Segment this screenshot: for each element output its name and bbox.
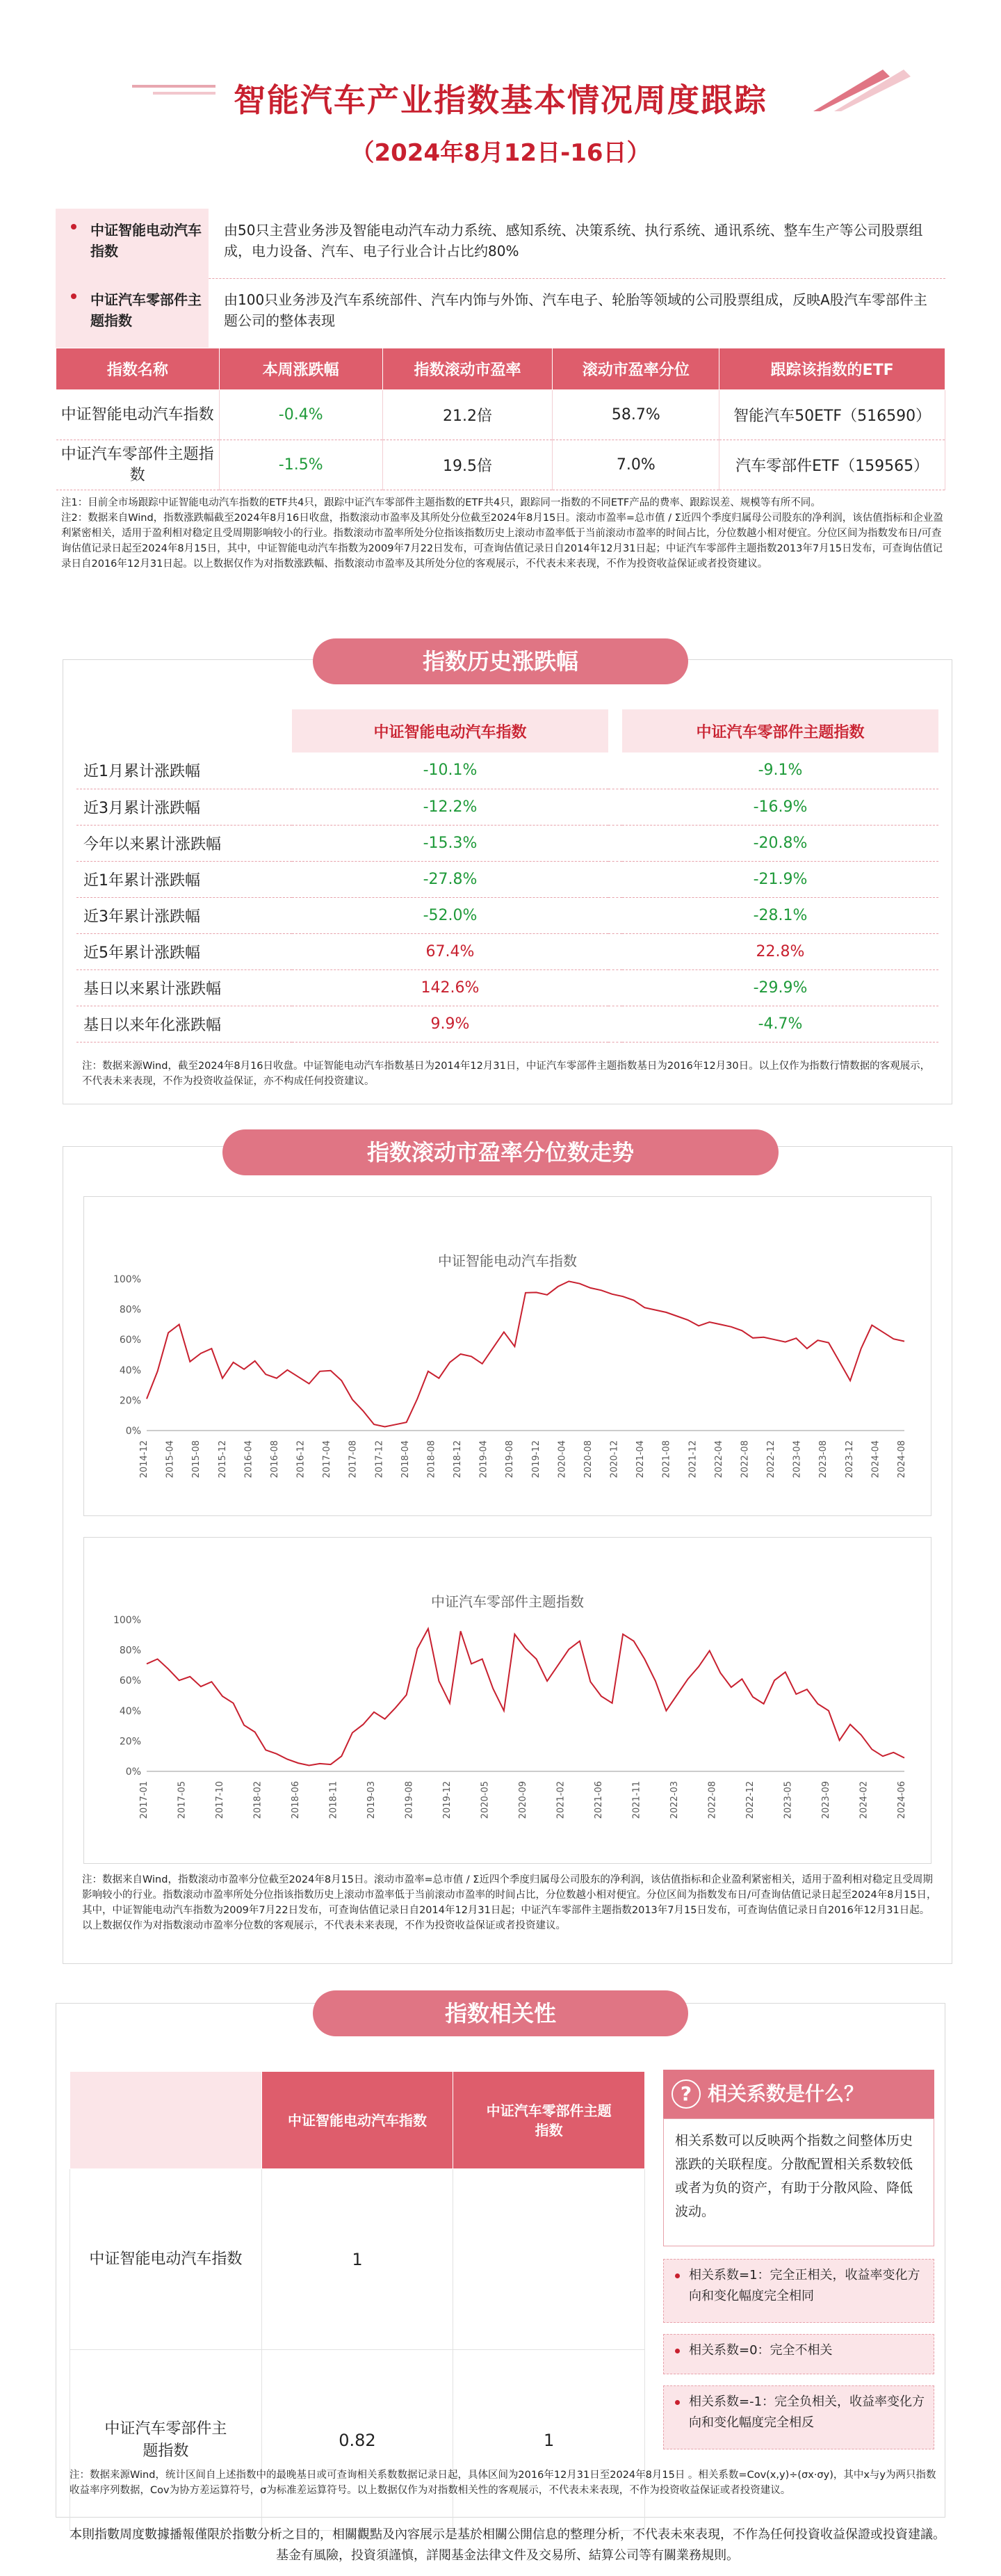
value-cell: 22.8% bbox=[622, 933, 938, 969]
explainer-item bbox=[663, 2334, 934, 2374]
column-header: 指数滚动市盈率 bbox=[382, 348, 553, 390]
x-tick-label: 2024-08 bbox=[897, 1440, 907, 1479]
x-tick-label: 2017-08 bbox=[348, 1440, 359, 1479]
gap bbox=[608, 789, 622, 825]
table-row bbox=[76, 825, 938, 861]
row-label: 近3年累计涨跌幅 bbox=[76, 897, 292, 933]
explainer-title-text: 相关系数是什么？ bbox=[708, 2082, 864, 2105]
y-tick-label: 100% bbox=[113, 1615, 141, 1626]
table-row bbox=[76, 969, 938, 1006]
gap bbox=[608, 897, 622, 933]
x-tick-label: 2017-01 bbox=[139, 1781, 149, 1819]
x-tick-label: 2022-08 bbox=[707, 1781, 718, 1819]
value-cell: -52.0% bbox=[292, 897, 608, 933]
intro-row bbox=[56, 278, 945, 348]
table-header-row bbox=[56, 348, 945, 390]
section-ribbon: 指数相关性 bbox=[313, 1990, 688, 2036]
x-tick-label: 2020-05 bbox=[480, 1781, 491, 1819]
history-note: 注：数据来源Wind，截至2024年8月16日收盘。中证智能电动汽车指数基日为2014年12月31日，中证汽车零部件主题指数基日为2016年12月30日。以上仅作为指数行情数据的客观展示，不代表未来表现，不作为投资收益保证，亦不构成任何投资建议。 bbox=[82, 1061, 931, 1087]
x-tick-label: 2018-04 bbox=[400, 1440, 411, 1479]
y-tick-label: 20% bbox=[119, 1395, 141, 1407]
column-header: 中证智能电动汽车指数 bbox=[292, 709, 608, 752]
value-cell: 142.6% bbox=[292, 969, 608, 1006]
intro-index-name bbox=[56, 278, 209, 348]
y-tick-label: 100% bbox=[113, 1274, 141, 1285]
correlation-note: 注：数据来源Wind，统计区间自上述指数中的最晚基日或可查询相关系数数据记录日起，具体区间为2016年12月31日至2024年8月15日 。相关系数=Cov(x,y)÷(σx·σy)，其中x与y为两只指数收益率序列数据，Cov为协方差运算符号，σ为标准差运算符号。以上数据仅作为对指数相关性的客观展示，不代表未来表现，不作为投资收益保证或者投资建议。 bbox=[70, 2470, 936, 2496]
x-tick-label: 2015-04 bbox=[165, 1440, 176, 1479]
gap bbox=[608, 1006, 622, 1042]
intro-name-text: 中证汽车零部件主题指数 bbox=[90, 291, 202, 329]
index-intro bbox=[56, 209, 945, 348]
empty-header bbox=[76, 709, 292, 752]
column-header: 滚动市盈率分位 bbox=[553, 348, 719, 390]
explainer-item-text: 相关系数=0：完全不相关 bbox=[689, 2343, 833, 2358]
x-tick-label: 2023-12 bbox=[844, 1440, 855, 1479]
x-tick-label: 2020-12 bbox=[609, 1440, 620, 1479]
explainer-item bbox=[663, 2259, 934, 2323]
series-line bbox=[147, 1281, 904, 1426]
y-tick-label: 60% bbox=[119, 1335, 141, 1346]
correlation-value: 1 bbox=[261, 2169, 453, 2350]
y-tick-label: 0% bbox=[125, 1426, 141, 1437]
x-tick-label: 2018-08 bbox=[426, 1440, 437, 1479]
intro-index-desc: 由100只业务涉及汽车系统部件、汽车内饰与外饰、汽车电子、轮胎等领域的公司股票组成，反映A股汽车零部件主题公司的整体表现 bbox=[224, 291, 927, 329]
question-icon: ? bbox=[672, 2079, 701, 2109]
column-header: 本周涨跌幅 bbox=[219, 348, 382, 390]
table-header-row bbox=[70, 2072, 645, 2169]
x-tick-label: 2024-02 bbox=[858, 1781, 870, 1819]
x-tick-label: 2021-04 bbox=[635, 1440, 646, 1479]
y-tick-label: 40% bbox=[119, 1705, 141, 1717]
x-tick-label: 2023-09 bbox=[821, 1781, 831, 1819]
chart-title: 中证智能电动汽车指数 bbox=[438, 1253, 577, 1269]
table-row bbox=[76, 897, 938, 933]
weekly-change-cell: -0.4% bbox=[219, 390, 382, 440]
x-tick-label: 2018-11 bbox=[328, 1781, 339, 1819]
section-ribbon: 指数滚动市盈率分位数走势 bbox=[222, 1129, 779, 1175]
row-label: 基日以来累计涨跌幅 bbox=[76, 969, 292, 1006]
history-table bbox=[76, 709, 938, 1043]
gap bbox=[608, 709, 622, 752]
column-header: 中证智能电动汽车指数 bbox=[261, 2072, 453, 2169]
pe-percentile-cell: 7.0% bbox=[553, 440, 719, 490]
x-tick-label: 2019-12 bbox=[530, 1440, 542, 1479]
y-tick-label: 80% bbox=[119, 1304, 141, 1316]
bullet-icon bbox=[675, 2273, 680, 2278]
row-label: 近1年累计涨跌幅 bbox=[76, 861, 292, 897]
x-tick-label: 2023-08 bbox=[818, 1440, 829, 1479]
x-tick-label: 2022-03 bbox=[669, 1781, 680, 1819]
index-name-cell: 中证智能电动汽车指数 bbox=[56, 390, 220, 440]
intro-index-desc: 由50只主营业务涉及智能电动汽车动力系统、感知系统、决策系统、执行系统、通讯系统、整车生产等公司股票组成，电力设备、汽车、电子行业合计占比约80% bbox=[224, 222, 923, 259]
bullet-icon bbox=[675, 2349, 680, 2353]
correlation-value: 1 bbox=[453, 2350, 645, 2531]
x-tick-label: 2019-08 bbox=[404, 1781, 415, 1819]
page-title: 智能汽车产业指数基本情况周度跟踪 bbox=[234, 81, 767, 119]
intro-name-text: 中证智能电动汽车指数 bbox=[90, 222, 202, 259]
x-tick-label: 2022-12 bbox=[766, 1440, 777, 1479]
y-tick-label: 20% bbox=[119, 1736, 141, 1748]
table-row bbox=[56, 440, 945, 490]
y-tick-label: 40% bbox=[119, 1365, 141, 1376]
gap bbox=[608, 861, 622, 897]
x-tick-label: 2021-11 bbox=[631, 1781, 642, 1819]
y-tick-label: 0% bbox=[125, 1766, 141, 1778]
row-header: 中证汽车零部件主题指数 bbox=[70, 2350, 262, 2531]
pe-chart-2 bbox=[83, 1537, 931, 1864]
x-tick-label: 2014-12 bbox=[139, 1440, 149, 1479]
explainer-item-text: 相关系数=1：完全正相关，收益率变化方向和变化幅度完全相同 bbox=[689, 2268, 920, 2303]
value-cell: -4.7% bbox=[622, 1006, 938, 1042]
x-tick-label: 2020-04 bbox=[557, 1440, 568, 1479]
x-tick-label: 2020-09 bbox=[518, 1781, 528, 1819]
bullet-icon bbox=[71, 224, 76, 230]
x-tick-label: 2018-12 bbox=[453, 1440, 464, 1479]
value-cell: 9.9% bbox=[292, 1006, 608, 1042]
section-ribbon: 指数历史涨跌幅 bbox=[313, 638, 688, 684]
report-header bbox=[0, 0, 1001, 188]
x-tick-label: 2017-12 bbox=[374, 1440, 385, 1479]
x-tick-label: 2017-05 bbox=[177, 1781, 188, 1819]
x-tick-label: 2022-04 bbox=[713, 1440, 724, 1479]
disclaimer-footer: 本則指數周度數據播報僅限於指數分析之目的，相關觀點及內容展示是基於相關公開信息的整理分析，不代表未來表現，不作為任何投資收益保證或投資建議。基金有風險，投資須謹慎，詳閱基金法律文件及交易所、結算公司等有關業務規則。 bbox=[70, 2527, 945, 2563]
value-cell: -16.9% bbox=[622, 789, 938, 825]
explainer-title bbox=[663, 2070, 934, 2118]
index-name-cell: 中证汽车零部件主题指数 bbox=[56, 440, 220, 490]
summary-table bbox=[56, 348, 945, 490]
x-tick-label: 2018-06 bbox=[291, 1781, 301, 1819]
column-header: 中证汽车零部件主题指数 bbox=[453, 2072, 645, 2169]
note-line: 注2：数据来自Wind，指数涨跌幅截至2024年8月16日收盘，指数滚动市盈率及其所处分位截至2024年8月15日。滚动市盈率=总市值 / Σ近四个季度归属母公司股东的净利润，该估值指标和企业盈利紧密相关，适用于盈利相对稳定且受周期影响较小的行业。指数滚动市盈率所处分位指该指数历史上滚动市盈率低于当前滚动市盈率的时间占比，分位数越小相对便宜。分位区间为指数发布日/可查询估值记录日起至2024年8月15日，其中，中证智能电动汽车指数为2009年7月22日发布，可查询估值记录日自2014年12月31日起；中证汽车零部件主题指数2013年7月15日发布，可查询估值记录日自2016年12月31日起。以上数据仅作为对指数涨跌幅、指数滚动市盈率及其所处分位的客观展示，不代表未来表现，不作为投资收益保证或者投资建议。 bbox=[61, 513, 943, 570]
table-row bbox=[76, 861, 938, 897]
table-row bbox=[70, 2169, 645, 2350]
column-header: 中证汽车零部件主题指数 bbox=[622, 709, 938, 752]
x-tick-label: 2022-08 bbox=[740, 1440, 751, 1479]
table-row bbox=[76, 789, 938, 825]
value-cell: -20.8% bbox=[622, 825, 938, 861]
x-tick-label: 2022-12 bbox=[745, 1781, 756, 1819]
table-header-row bbox=[76, 709, 938, 752]
table-row bbox=[76, 933, 938, 969]
x-tick-label: 2019-08 bbox=[505, 1440, 516, 1479]
table-row bbox=[70, 2350, 645, 2531]
correlation-explainer bbox=[663, 2070, 934, 2451]
explainer-body: 相关系数可以反映两个指数之间整体历史涨跌的关联程度。分散配置相关系数较低或者为负的资产，有助于分散风险、降低波动。 bbox=[663, 2118, 934, 2246]
x-tick-label: 2023-05 bbox=[783, 1781, 794, 1819]
value-cell: -28.1% bbox=[622, 897, 938, 933]
pe-note: 注：数据来自Wind，指数滚动市盈率分位截至2024年8月15日。滚动市盈率=总市值 / Σ近四个季度归属母公司股东的净利润，该估值指标和企业盈利紧密相关，适用于盈利相对稳定且受周期影响较小的行业。指数滚动市盈率所处分位指该指数历史上滚动市盈率低于当前滚动市盈率的时间占比，分位数越小相对便宜。分位区间为指数发布日/可查询估值记录日起至2024年8月15日，其中，中证智能电动汽车指数为2009年7月22日发布，可查询估值记录日自2014年12月31日起；中证汽车零部件主题指数2013年7月15日发布，可查询估值记录日自2016年12月31日起。以上数据仅作为对指数滚动市盈率分位数的客观展示，不代表未来表现，不作为投资收益保证或者投资建议。 bbox=[82, 1874, 937, 1931]
explainer-item bbox=[663, 2385, 934, 2449]
pe-cell: 19.5倍 bbox=[382, 440, 553, 490]
pe-percentile-cell: 58.7% bbox=[553, 390, 719, 440]
explainer-item-text: 相关系数=-1：完全负相关，收益率变化方向和变化幅度完全相反 bbox=[689, 2394, 925, 2430]
x-tick-label: 2016-08 bbox=[269, 1440, 280, 1479]
correlation-value bbox=[453, 2169, 645, 2350]
pe-chart-1-svg bbox=[84, 1197, 932, 1517]
x-tick-label: 2021-02 bbox=[555, 1781, 567, 1819]
x-tick-label: 2019-04 bbox=[478, 1440, 489, 1479]
value-cell: -12.2% bbox=[292, 789, 608, 825]
x-tick-label: 2015-08 bbox=[191, 1440, 202, 1479]
gap bbox=[608, 752, 622, 789]
row-label: 近1月累计涨跌幅 bbox=[76, 752, 292, 789]
y-tick-label: 60% bbox=[119, 1675, 141, 1687]
correlation-value: 0.82 bbox=[261, 2350, 453, 2531]
note-line: 注1：目前全市场跟踪中证智能电动汽车指数的ETF共4只，跟踪中证汽车零部件主题指数的ETF共4只，跟踪同一指数的不同ETF产品的费率、跟踪误差、规模等有所不同。 bbox=[61, 497, 821, 508]
empty-header bbox=[70, 2072, 262, 2169]
column-header: 跟踪该指数的ETF bbox=[719, 348, 945, 390]
gap bbox=[608, 825, 622, 861]
row-label: 近5年累计涨跌幅 bbox=[76, 933, 292, 969]
gap bbox=[608, 969, 622, 1006]
row-label: 基日以来年化涨跌幅 bbox=[76, 1006, 292, 1042]
page-subtitle: （2024年8月12日-16日） bbox=[350, 139, 651, 167]
notes-block bbox=[61, 495, 944, 572]
x-tick-label: 2016-12 bbox=[295, 1440, 307, 1479]
x-tick-label: 2024-04 bbox=[870, 1440, 881, 1479]
value-cell: -21.9% bbox=[622, 861, 938, 897]
etf-cell: 汽车零部件ETF（159565） bbox=[719, 440, 945, 490]
intro-index-name bbox=[56, 209, 209, 278]
pe-cell: 21.2倍 bbox=[382, 390, 553, 440]
row-label: 近3月累计涨跌幅 bbox=[76, 789, 292, 825]
value-cell: -9.1% bbox=[622, 752, 938, 789]
x-tick-label: 2023-04 bbox=[792, 1440, 803, 1479]
x-tick-label: 2019-03 bbox=[366, 1781, 377, 1819]
x-tick-label: 2019-12 bbox=[442, 1781, 453, 1819]
value-cell: -10.1% bbox=[292, 752, 608, 789]
pe-chart-1 bbox=[83, 1196, 931, 1516]
x-tick-label: 2016-04 bbox=[243, 1440, 254, 1479]
x-tick-label: 2021-12 bbox=[687, 1440, 699, 1479]
pe-chart-2-svg bbox=[84, 1538, 932, 1865]
table-row bbox=[76, 752, 938, 789]
chart-title: 中证汽车零部件主题指数 bbox=[431, 1593, 584, 1610]
table-row bbox=[56, 390, 945, 440]
gap bbox=[608, 933, 622, 969]
y-tick-label: 80% bbox=[119, 1645, 141, 1657]
value-cell: 67.4% bbox=[292, 933, 608, 969]
x-tick-label: 2017-04 bbox=[322, 1440, 333, 1479]
series-line bbox=[147, 1629, 904, 1766]
weekly-change-cell: -1.5% bbox=[219, 440, 382, 490]
bullet-icon bbox=[675, 2400, 680, 2405]
value-cell: -29.9% bbox=[622, 969, 938, 1006]
row-label: 今年以来累计涨跌幅 bbox=[76, 825, 292, 861]
column-header: 指数名称 bbox=[56, 348, 220, 390]
correlation-table bbox=[70, 2071, 645, 2531]
x-tick-label: 2015-12 bbox=[217, 1440, 228, 1479]
intro-row bbox=[56, 209, 945, 278]
x-tick-label: 2021-06 bbox=[594, 1781, 604, 1819]
value-cell: -27.8% bbox=[292, 861, 608, 897]
x-tick-label: 2024-06 bbox=[897, 1781, 907, 1819]
x-tick-label: 2018-02 bbox=[252, 1781, 263, 1819]
x-tick-label: 2020-08 bbox=[583, 1440, 594, 1479]
table-row bbox=[76, 1006, 938, 1042]
row-header: 中证智能电动汽车指数 bbox=[70, 2169, 262, 2350]
etf-cell: 智能汽车50ETF（516590） bbox=[719, 390, 945, 440]
bullet-icon bbox=[71, 293, 76, 299]
x-tick-label: 2021-08 bbox=[661, 1440, 672, 1479]
value-cell: -15.3% bbox=[292, 825, 608, 861]
x-tick-label: 2017-10 bbox=[215, 1781, 225, 1819]
